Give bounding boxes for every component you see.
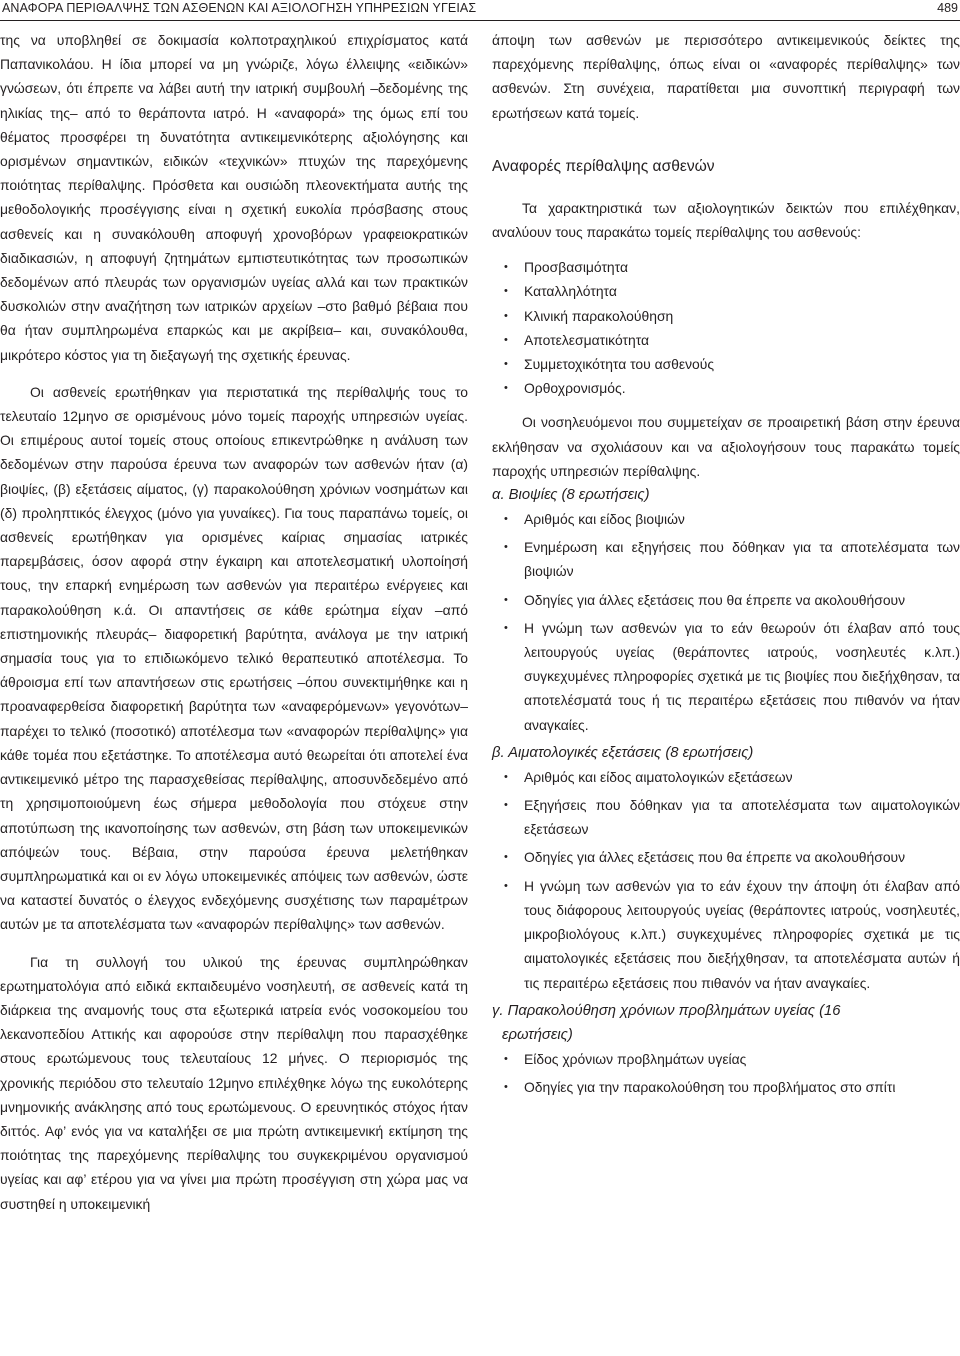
- body-paragraph: Για τη συλλογή του υλικού της έρευνας συμπληρώθηκαν ερωτηματολόγια από ειδικά εκπαιδευμένο νοσηλευτή, σε ασθενείς κατά τη διάρκεια της αναμονής τους στα εξωτερικά ιατρεία ενός νοσοκομείου του λεκανοπεδίου Αττικής και αφορούσε στην περίθαλψη που παρασχέθηκε στους ερωτώμενους τους τελευταίους 12 μήνες. Ο περιορισμός της χρονικής περιόδου στο τελευταίο 12μηνο επιλέχθηκε λόγω της ευκολότερης μνημονικής ανάκλησης από τους ερωτώμενους. Ο ερευνητικός στόχος ήταν διττός. Αφ’ ενός για να καταλήξει σε μια πρώτη αντικειμενική εκτίμηση της ποιότητας της παρεχόμενης περίθαλψης του συγκεκριμένου οργανισμού υγείας και αφ’ ετέρου για να γίνει μια πρώτη προσέγγιση στη χώρα μας να συστηθεί η υποκειμενική: [0, 953, 468, 1212]
- list-item: • Εξηγήσεις που δόθηκαν για τα αποτελέσματα των αιματολογικών εξετάσεων: [492, 793, 960, 841]
- blood-tests-questions-list: [492, 765, 960, 995]
- list-item: • Η γνώμη των ασθενών για το εάν έχουν την άποψη ότι έλαβαν από τους διάφορους λειτουργούς υγείας (θεράποντες ιατρούς, νοσηλευτές, μικροβιολόγους κ.λπ.) συγκεχυμένες πληροφορίες σχετικά με τις αιματολογικές εξετάσεις που διεξήχθησαν, τα αποτελέσματα αυτών ή τις περαιτέρω εξετάσεις που πιθανόν να ήταν αναγκαίες.: [492, 874, 960, 995]
- section-heading: Αναφορές περίθαλψης ασθενών: [492, 157, 715, 175]
- list-item: • Οδηγίες για άλλες εξετάσεις που θα έπρεπε να ακολουθήσουν: [492, 845, 960, 869]
- list-item: • Συμμετοχικότητα του ασθενούς: [492, 352, 960, 376]
- list-item: • Προσβασιμότητα: [492, 255, 960, 279]
- list-item: • Αριθμός και είδος βιοψιών: [492, 507, 960, 531]
- right-column: [492, 28, 960, 1103]
- left-column: [0, 28, 468, 1216]
- subsection-heading-biopsies: α. Βιοψίες (8 ερωτήσεις): [492, 487, 650, 504]
- list-item: • Κλινική παρακολούθηση: [492, 304, 960, 328]
- biopsies-questions-list: [492, 507, 960, 737]
- care-domains-list: [492, 255, 960, 400]
- running-header: [0, 0, 960, 21]
- list-item: • Είδος χρόνιων προβλημάτων υγείας: [492, 1047, 960, 1071]
- subsection-heading-blood-tests: β. Αιματολογικές εξετάσεις (8 ερωτήσεις): [492, 744, 754, 761]
- subsection-heading-line: γ. Παρακολούθηση χρόνιων προβλημάτων υγείας (16: [492, 1002, 841, 1019]
- body-paragraph: Οι νοσηλευόμενοι που συμμετείχαν σε προαιρετική βάση στην έρευνα εκλήθησαν να σχολιάσουν και να αξιολογήσουν τους παρακάτω τομείς παροχής υπηρεσιών περίθαλψης.: [492, 414, 960, 479]
- chronic-conditions-questions-list: [492, 1047, 960, 1099]
- body-paragraph: άποψη των ασθενών με περισσότερο αντικειμενικούς δείκτες της παρεχόμενης περίθαλψης, όπως είναι οι «αναφορές περίθαλψης» των ασθενών. Στη συνέχεια, παρατίθεται μια συνοπτική περιγραφή των ερωτήσεων κατά τομείς.: [492, 32, 960, 121]
- body-paragraph: της να υποβληθεί σε δοκιμασία κολποτραχηλικού επιχρίσματος κατά Παπανικολάου. Η ίδια μπορεί να μη γνώριζε, λόγω έλλειψης «ειδικών» γνώσεων, ότι έπρεπε να λάβει αυτή την ιατρική συμβουλή –δεδομένης της ηλικίας της– από το θεράποντα ιατρό. Η «αναφορά» της όμως επί του θέματος προσφέρει τη δυνατότητα αντικειμενικότερης αξιολόγησης και ορισμένων σημαντικών, ειδικών «τεχνικών» πτυχών της παρεχόμενης ποιότητας περίθαλψης. Πρόσθετα και ουσιώδη πλεονεκτήματα αυτής της μεθοδολογικής προσέγγισης είναι η σχετική ευκολία πρόσβασης στους ασθενείς και η συνακόλουθη αποφυγή χρονοβόρων γραφειοκρατικών διαδικασιών, η αποφυγή ζητημάτων εμπιστευτικότητας των προσωπικών δεδομένων από πλευράς των οργανισμών υγείας αλλά και των πρακτικών δυσκολιών στην αναζήτηση των ιατρικών αρχείων –στο βαθμό βέβαια που θα ήταν συμπληρωμένα επαρκώς και με ακρίβεια– και, συνακόλουθα, μικρότερο κόστος για τη διεξαγωγή της σχετικής έρευνας.: [0, 32, 468, 363]
- subsection-heading-line: ερωτήσεις): [502, 1026, 573, 1043]
- running-title: ΑΝΑΦΟΡΑ ΠΕΡΙΘΑΛΨΗΣ ΤΩΝ ΑΣΘΕΝΩΝ ΚΑΙ ΑΞΙΟΛΟΓΗΣΗ ΥΠΗΡΕΣΙΩΝ ΥΓΕΙΑΣ: [2, 1, 477, 15]
- list-item: • Η γνώμη των ασθενών για το εάν θεωρούν ότι έλαβαν από τους λειτουργούς υγείας (θεράποντες ιατρούς, νοσηλευτές κ.λπ.) συγκεχυμένες πληροφορίες σχετικά με τις βιοψίες που διεξήχθησαν, τα αποτελέσματά τους ή τις περαιτέρω εξετάσεις που πιθανόν να ήταν αναγκαίες.: [492, 616, 960, 737]
- list-item: • Καταλληλότητα: [492, 279, 960, 303]
- list-item: • Οδηγίες για άλλες εξετάσεις που θα έπρεπε να ακολουθήσουν: [492, 588, 960, 612]
- section-intro-paragraph: Τα χαρακτηριστικά των αξιολογητικών δεικτών που επιλέχθηκαν, αναλύουν τους παρακάτω τομείς περίθαλψης του ασθενούς:: [492, 199, 960, 241]
- list-item: • Ενημέρωση και εξηγήσεις που δόθηκαν για τα αποτελέσματα των βιοψιών: [492, 535, 960, 583]
- page-number: 489: [937, 1, 958, 15]
- subsection-heading-chronic-conditions: [492, 999, 960, 1047]
- list-item: • Ορθοχρονισμός.: [492, 376, 960, 400]
- list-item: • Αποτελεσματικότητα: [492, 328, 960, 352]
- list-item: • Αριθμός και είδος αιματολογικών εξετάσεων: [492, 765, 960, 789]
- list-item: • Οδηγίες για την παρακολούθηση του προβλήματος στο σπίτι: [492, 1075, 960, 1099]
- body-paragraph: Οι ασθενείς ερωτήθηκαν για περιστατικά της περίθαλψής τους το τελευταίο 12μηνο σε ορισμένους μόνο τομείς παροχής υπηρεσιών υγείας. Οι επιμέρους αυτοί τομείς στους οποίους επικεντρώθηκε η ανάλυση των δεδομένων στην παρούσα έρευνα των αναφορών των ασθενών ήταν (α) βιοψίες, (β) εξετάσεις αίματος, (γ) παρακολούθηση χρόνιων νοσημάτων και (δ) προληπτικός έλεγχος (μόνο για γυναίκες). Για τους παραπάνω τομείς, οι ασθενείς ερωτήθηκαν για ορισμένες καίριας σημασίας ιατρικές παρεμβάσεις, όσον αφορά στην έγκαιρη και αποτελεσματική υλοποίησή τους, την επαρκή ενημέρωση των ασθενών για περαιτέρω ενέργειες και παρακολούθηση κ.ά. Οι απαντήσεις σε κάθε ερώτημα είχαν –από επιστημονικής πλευράς– διαφορετική βαρύτητα, ανάλογα με την ιατρική σημασία τους για το επιδιωκόμενο τελικό θεραπευτικό αποτέλεσμα. Το άθροισμα επί των απαντήσεων στις ερωτήσεις –όπου συνεκτιμήθηκε και η προαναφερθείσα διαφορετική βαρύτητα των «αναφερόμενων» γεγονότων– παρέχει το τελικό (ποσοτικό) αποτέλεσμα των «αναφορών περίθαλψης» για κάθε τομέα που εξετάστηκε. Το αποτέλεσμα αυτό θεωρείται ότι αποτελεί ένα αντικειμενικό μέτρο της παρασχεθείσας περίθαλψης, αποσυνδεδεμένο από τη χρησιμοποιούμενη έως σήμερα μεθοδολογία που στόχευε στην αποτύπωση της ικανοποίησης των ασθενών, στη βάση των υποκειμενικών απόψεών τους. Βέβαια, στην παρούσα έρευνα μελετήθηκαν συμπληρωματικά και οι εν λόγω υποκειμενικές απόψεις των ασθενών, ώστε να καταστεί δυνατός ο έλεγχος ενδεχόμενης συσχέτισης των παραμέτρων αυτών με τα αποτελέσματα των «αναφορών περίθαλψης» των ασθενών.: [0, 383, 468, 933]
